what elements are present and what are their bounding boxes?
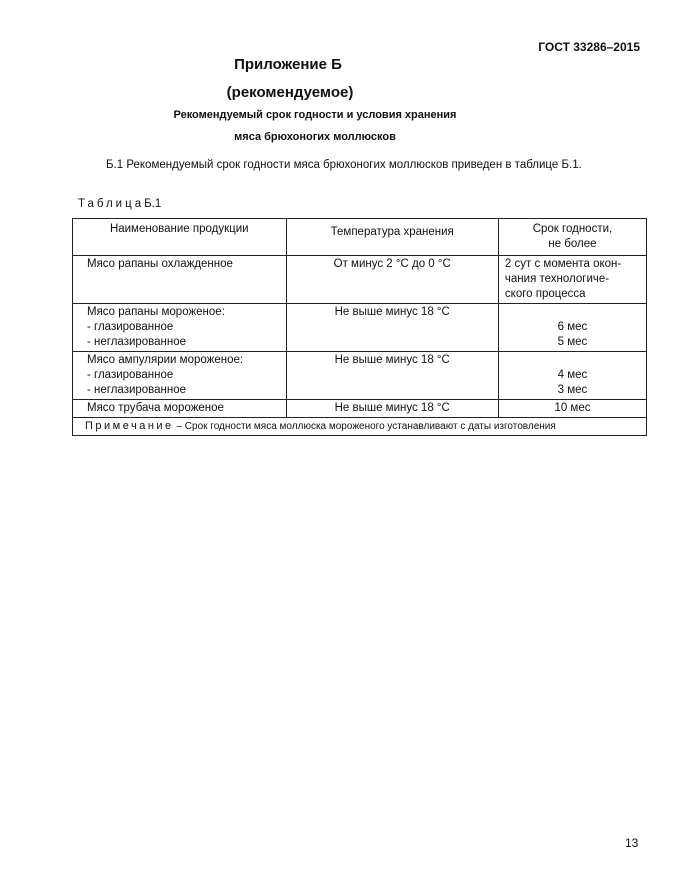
temperature-cell	[286, 304, 498, 352]
temperature-text: Не выше минус 18 °С	[334, 354, 450, 366]
shelf-life-table	[72, 218, 647, 436]
page-number: 13	[625, 836, 639, 850]
product-name-cell	[73, 352, 287, 400]
shelf-life-line: 6 мес	[557, 321, 588, 333]
shelf-life-line: ского процесса	[504, 288, 586, 300]
temperature-cell	[286, 352, 498, 400]
table-caption-label: Таблица	[78, 198, 145, 210]
table-header-row	[73, 219, 647, 256]
appendix-subtitle-line1: Рекомендуемый срок годности и условия хранения	[173, 109, 457, 121]
header-shelf-life-line1: Срок годности,	[532, 223, 613, 235]
appendix-status: (рекомендуемое)	[226, 84, 354, 101]
product-name-line: Мясо рапаны мороженое:	[87, 306, 225, 318]
product-name-line: Мясо рапаны охлажденное	[87, 258, 233, 270]
table-row	[73, 256, 647, 304]
note-label: Примечание	[85, 420, 174, 432]
header-storage-temperature-text: Температура хранения	[330, 226, 454, 238]
temperature-cell	[286, 256, 498, 304]
shelf-life-line: 10 мес	[554, 402, 591, 414]
shelf-life-cell	[498, 400, 646, 418]
header-product-name-text: Наименование продукции	[109, 223, 249, 235]
product-name-line: - неглазированное	[87, 384, 187, 396]
shelf-life-cell	[498, 256, 646, 304]
product-name-cell	[73, 400, 287, 418]
temperature-text: От минус 2 °С до 0 °С	[333, 258, 451, 270]
temperature-text: Не выше минус 18 °С	[334, 402, 450, 414]
shelf-life-line: 5 мес	[557, 336, 588, 348]
table-row	[73, 304, 647, 352]
temperature-text: Не выше минус 18 °С	[334, 306, 450, 318]
table-caption	[78, 198, 161, 210]
appendix-title: Приложение Б	[234, 56, 342, 73]
product-name-cell	[73, 256, 287, 304]
product-name-line: - глазированное	[87, 321, 174, 333]
table-row	[73, 400, 647, 418]
shelf-life-line	[505, 305, 640, 320]
intro-paragraph: Б.1 Рекомендуемый срок годности мяса брюхоногих моллюсков приведен в таблице Б.1.	[106, 159, 582, 171]
shelf-life-cell	[498, 352, 646, 400]
header-shelf-life-line2: не более	[548, 238, 597, 250]
product-name-line: Мясо трубача мороженое	[87, 402, 224, 414]
product-name-line: - глазированное	[87, 369, 174, 381]
header-shelf-life	[498, 219, 646, 256]
table-note-row	[73, 418, 647, 436]
shelf-life-line: 3 мес	[557, 384, 588, 396]
shelf-life-line: чания технологиче-	[504, 273, 610, 285]
note-text: – Срок годности мяса моллюска мороженого устанавливают с даты изготовления	[173, 421, 556, 432]
product-name-line: Мясо ампулярии мороженое:	[87, 354, 244, 366]
table-row	[73, 352, 647, 400]
shelf-life-line: 4 мес	[557, 369, 588, 381]
shelf-life-line	[505, 353, 640, 368]
header-storage-temperature	[286, 219, 498, 256]
shelf-life-cell	[498, 304, 646, 352]
table-note	[73, 418, 647, 436]
header-product-name	[73, 219, 287, 256]
temperature-cell	[286, 400, 498, 418]
appendix-subtitle-line2: мяса брюхоногих моллюсков	[234, 131, 396, 143]
shelf-life-line: 2 сут с момента окон-	[504, 258, 622, 270]
standard-code: ГОСТ 33286–2015	[538, 40, 640, 54]
table-caption-number: Б.1	[144, 198, 162, 210]
product-name-cell	[73, 304, 287, 352]
product-name-line: - неглазированное	[87, 336, 187, 348]
